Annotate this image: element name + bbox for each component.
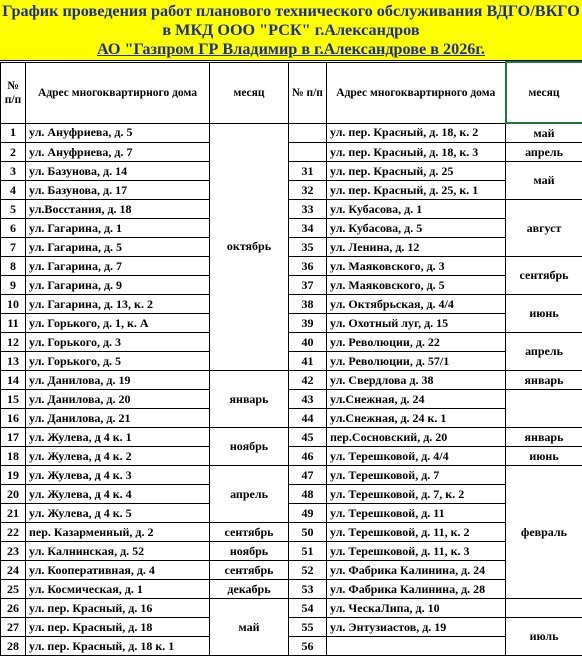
address-cell: ул.Восстания, д. 18: [26, 200, 210, 219]
row-number: 33: [289, 200, 327, 219]
address-cell: ул. Базунова, д. 17: [26, 181, 210, 200]
row-number: 19: [1, 466, 26, 485]
row-number: 3: [1, 162, 26, 181]
address-cell: ул.Снежная, д. 24 к. 1: [327, 409, 506, 428]
row-number: 13: [1, 352, 26, 371]
row-number: 35: [289, 238, 327, 257]
row-number: 32: [289, 181, 327, 200]
table-row: [1, 561, 582, 580]
address-cell: ул. Кооперативная, д. 4: [26, 561, 210, 580]
table-row: [1, 428, 582, 447]
address-cell: ул.Снежная, д. 24: [327, 390, 506, 409]
table-row: [1, 447, 582, 466]
row-number: 23: [1, 542, 26, 561]
row-number: 12: [1, 333, 26, 352]
row-number: 39: [289, 314, 327, 333]
table-row: [1, 219, 582, 238]
table-row: [1, 314, 582, 333]
month-cell: январь: [506, 371, 582, 390]
month-cell: август: [506, 200, 582, 257]
col-num-2: № п/п: [289, 62, 327, 123]
address-cell: ул. Данилова, д. 21: [26, 409, 210, 428]
table-row: [1, 504, 582, 523]
address-cell: ул. Данилова, д. 19: [26, 371, 210, 390]
month-cell: май: [506, 123, 582, 143]
address-cell: ул. Жулева, д 4 к. 4: [26, 485, 210, 504]
month-cell: сентябрь: [210, 561, 289, 580]
table-row: [1, 580, 582, 599]
table-row: [1, 181, 582, 200]
col-num: № п/п: [1, 62, 26, 123]
month-cell: ноябрь: [210, 428, 289, 466]
address-cell: ул. Гагарина, д. 5: [26, 238, 210, 257]
row-number: 31: [289, 162, 327, 181]
address-cell: ул. Маяковского, д. 5: [327, 276, 506, 295]
row-number: 25: [1, 580, 26, 599]
row-number: 36: [289, 257, 327, 276]
row-number: 6: [1, 219, 26, 238]
month-cell: июнь: [506, 295, 582, 333]
row-number: 56: [289, 637, 327, 656]
address-cell: ул. Терешковой, д. 11: [327, 504, 506, 523]
row-number: 21: [1, 504, 26, 523]
address-cell: ул. Космическая, д. 1: [26, 580, 210, 599]
address-cell: ул. Охотный луг, д. 15: [327, 314, 506, 333]
address-cell: ул. Жулева, д 4 к. 2: [26, 447, 210, 466]
address-cell: ул. Терешковой, д. 7: [327, 466, 506, 485]
row-number: 10: [1, 295, 26, 314]
table-row: [1, 466, 582, 485]
row-number: 16: [1, 409, 26, 428]
table-row: [1, 485, 582, 504]
address-cell: ул. Жулева, д 4 к. 5: [26, 504, 210, 523]
row-number: 7: [1, 238, 26, 257]
address-cell: ул. Терешковой, д. 4/4: [327, 447, 506, 466]
row-number: 27: [1, 618, 26, 637]
month-cell: июнь: [506, 447, 582, 466]
title-line-1: График проведения работ планового технического обслуживания ВДГО/ВКГО: [0, 2, 582, 21]
row-number: 1: [1, 123, 26, 143]
row-number: [289, 123, 327, 143]
table-row: [1, 352, 582, 371]
table-row: [1, 390, 582, 409]
address-cell: ул. Ануфриева, д. 5: [26, 123, 210, 143]
month-cell: сентябрь: [210, 523, 289, 542]
address-cell: ул. пер. Красный, д. 18, к. 3: [327, 143, 506, 162]
address-cell: ул. пер. Красный, д. 25, к. 1: [327, 181, 506, 200]
row-number: 53: [289, 580, 327, 599]
month-cell: декабрь: [210, 580, 289, 599]
row-number: 24: [1, 561, 26, 580]
row-number: 5: [1, 200, 26, 219]
month-cell: январь: [210, 371, 289, 428]
document-title: [0, 0, 582, 61]
schedule-table: [0, 61, 582, 656]
address-cell: ул. Свердлова д. 38: [327, 371, 506, 390]
address-cell: ул. Терешковой, д. 11, к. 3: [327, 542, 506, 561]
table-row: [1, 523, 582, 542]
col-month: месяц: [210, 62, 289, 123]
table-row: [1, 371, 582, 390]
address-cell: ул. Энтузиастов, д. 19: [327, 618, 506, 637]
row-number: 2: [1, 143, 26, 162]
title-line-3: АО "Газпром ГР Владимир в г.Александрове в 2026г.: [97, 40, 485, 58]
table-row: [1, 333, 582, 352]
row-number: 34: [289, 219, 327, 238]
row-number: 14: [1, 371, 26, 390]
row-number: 47: [289, 466, 327, 485]
col-address: Адрес многоквартирного дома: [26, 62, 210, 123]
address-cell: ул. Фабрика Калинина, д. 28: [327, 580, 506, 599]
row-number: 9: [1, 276, 26, 295]
table-row: [1, 143, 582, 162]
address-cell: пер.Сосновский, д. 20: [327, 428, 506, 447]
schedule-body: [1, 123, 582, 656]
month-cell: июль: [506, 618, 582, 656]
address-cell: ул. Жулева, д 4 к. 3: [26, 466, 210, 485]
month-cell: сентябрь: [506, 257, 582, 295]
address-cell: ул. Гагарина, д. 1: [26, 219, 210, 238]
row-number: 40: [289, 333, 327, 352]
address-cell: ул. Ануфриева, д. 7: [26, 143, 210, 162]
month-cell: ноябрь: [210, 542, 289, 561]
row-number: 55: [289, 618, 327, 637]
address-cell: ул. Терешковой, д. 7, к. 2: [327, 485, 506, 504]
month-cell: апрель: [210, 466, 289, 523]
row-number: 50: [289, 523, 327, 542]
address-cell: ул. Революции, д. 57/1: [327, 352, 506, 371]
address-cell: ул. Калнинская, д. 52: [26, 542, 210, 561]
table-row: [1, 276, 582, 295]
address-cell: ул. ЧескаЛипа, д. 10: [327, 599, 506, 618]
address-cell: ул. Октябрьская, д. 4/4: [327, 295, 506, 314]
address-cell: ул. Базунова, д. 14: [26, 162, 210, 181]
address-cell: ул. Гагарина, д. 7: [26, 257, 210, 276]
row-number: 45: [289, 428, 327, 447]
row-number: 44: [289, 409, 327, 428]
table-row: [1, 123, 582, 143]
row-number: 38: [289, 295, 327, 314]
address-cell: ул. Маяковского, д. 3: [327, 257, 506, 276]
col-address-2: Адрес многоквартирного дома: [327, 62, 506, 123]
address-cell: ул. пер. Красный, д. 16: [26, 599, 210, 618]
header-row: [1, 62, 582, 123]
address-cell: ул. Данилова, д. 20: [26, 390, 210, 409]
address-cell: ул. Фабрика Калинина, д. 24: [327, 561, 506, 580]
address-cell: ул. Ленина, д. 12: [327, 238, 506, 257]
address-cell: ул. пер. Красный, д. 18, к. 2: [327, 123, 506, 143]
row-number: 4: [1, 181, 26, 200]
address-cell: ул. пер. Красный, д. 18: [26, 618, 210, 637]
row-number: 11: [1, 314, 26, 333]
row-number: 54: [289, 599, 327, 618]
month-cell: май: [210, 599, 289, 656]
address-cell: ул. Жулева, д 4 к. 1: [26, 428, 210, 447]
row-number: 17: [1, 428, 26, 447]
address-cell: ул. пер. Красный, д. 18 к. 1: [26, 637, 210, 656]
month-cell: февраль: [506, 466, 582, 599]
row-number: 37: [289, 276, 327, 295]
address-cell: пер. Казарменный, д. 2: [26, 523, 210, 542]
month-cell: [506, 390, 582, 428]
address-cell: ул. Горького, д. 5: [26, 352, 210, 371]
address-cell: ул. Горького, д. 1, к. А: [26, 314, 210, 333]
table-row: [1, 200, 582, 219]
month-cell: апрель: [506, 333, 582, 371]
table-row: [1, 618, 582, 637]
table-row: [1, 162, 582, 181]
table-row: [1, 295, 582, 314]
table-row: [1, 637, 582, 656]
address-cell: ул. Горького, д. 3: [26, 333, 210, 352]
address-cell: ул. Кубасова, д. 1: [327, 200, 506, 219]
row-number: 49: [289, 504, 327, 523]
row-number: 52: [289, 561, 327, 580]
month-cell: январь: [506, 428, 582, 447]
row-number: 28: [1, 637, 26, 656]
row-number: 22: [1, 523, 26, 542]
address-cell: ул. Гагарина, д. 9: [26, 276, 210, 295]
row-number: 26: [1, 599, 26, 618]
address-cell: ул. Революции, д. 22: [327, 333, 506, 352]
address-cell: [327, 637, 506, 656]
table-row: [1, 238, 582, 257]
row-number: 41: [289, 352, 327, 371]
row-number: [289, 143, 327, 162]
address-cell: ул. Гагарина, д. 13, к. 2: [26, 295, 210, 314]
row-number: 18: [1, 447, 26, 466]
title-line-2: в МКД ООО "РСК" г.Александров: [0, 21, 582, 40]
month-cell: апрель: [506, 143, 582, 162]
address-cell: ул. пер. Красный, д. 25: [327, 162, 506, 181]
row-number: 20: [1, 485, 26, 504]
row-number: 46: [289, 447, 327, 466]
address-cell: ул. Терешковой, д. 11, к. 2: [327, 523, 506, 542]
table-row: [1, 542, 582, 561]
row-number: 48: [289, 485, 327, 504]
col-month-2: месяц: [506, 62, 582, 123]
row-number: 42: [289, 371, 327, 390]
row-number: 51: [289, 542, 327, 561]
month-cell: октябрь: [210, 123, 289, 371]
address-cell: ул. Кубасова, д. 5: [327, 219, 506, 238]
month-cell: [506, 599, 582, 618]
table-row: [1, 599, 582, 618]
row-number: 8: [1, 257, 26, 276]
month-cell: май: [506, 162, 582, 200]
table-row: [1, 409, 582, 428]
row-number: 43: [289, 390, 327, 409]
row-number: 15: [1, 390, 26, 409]
table-row: [1, 257, 582, 276]
